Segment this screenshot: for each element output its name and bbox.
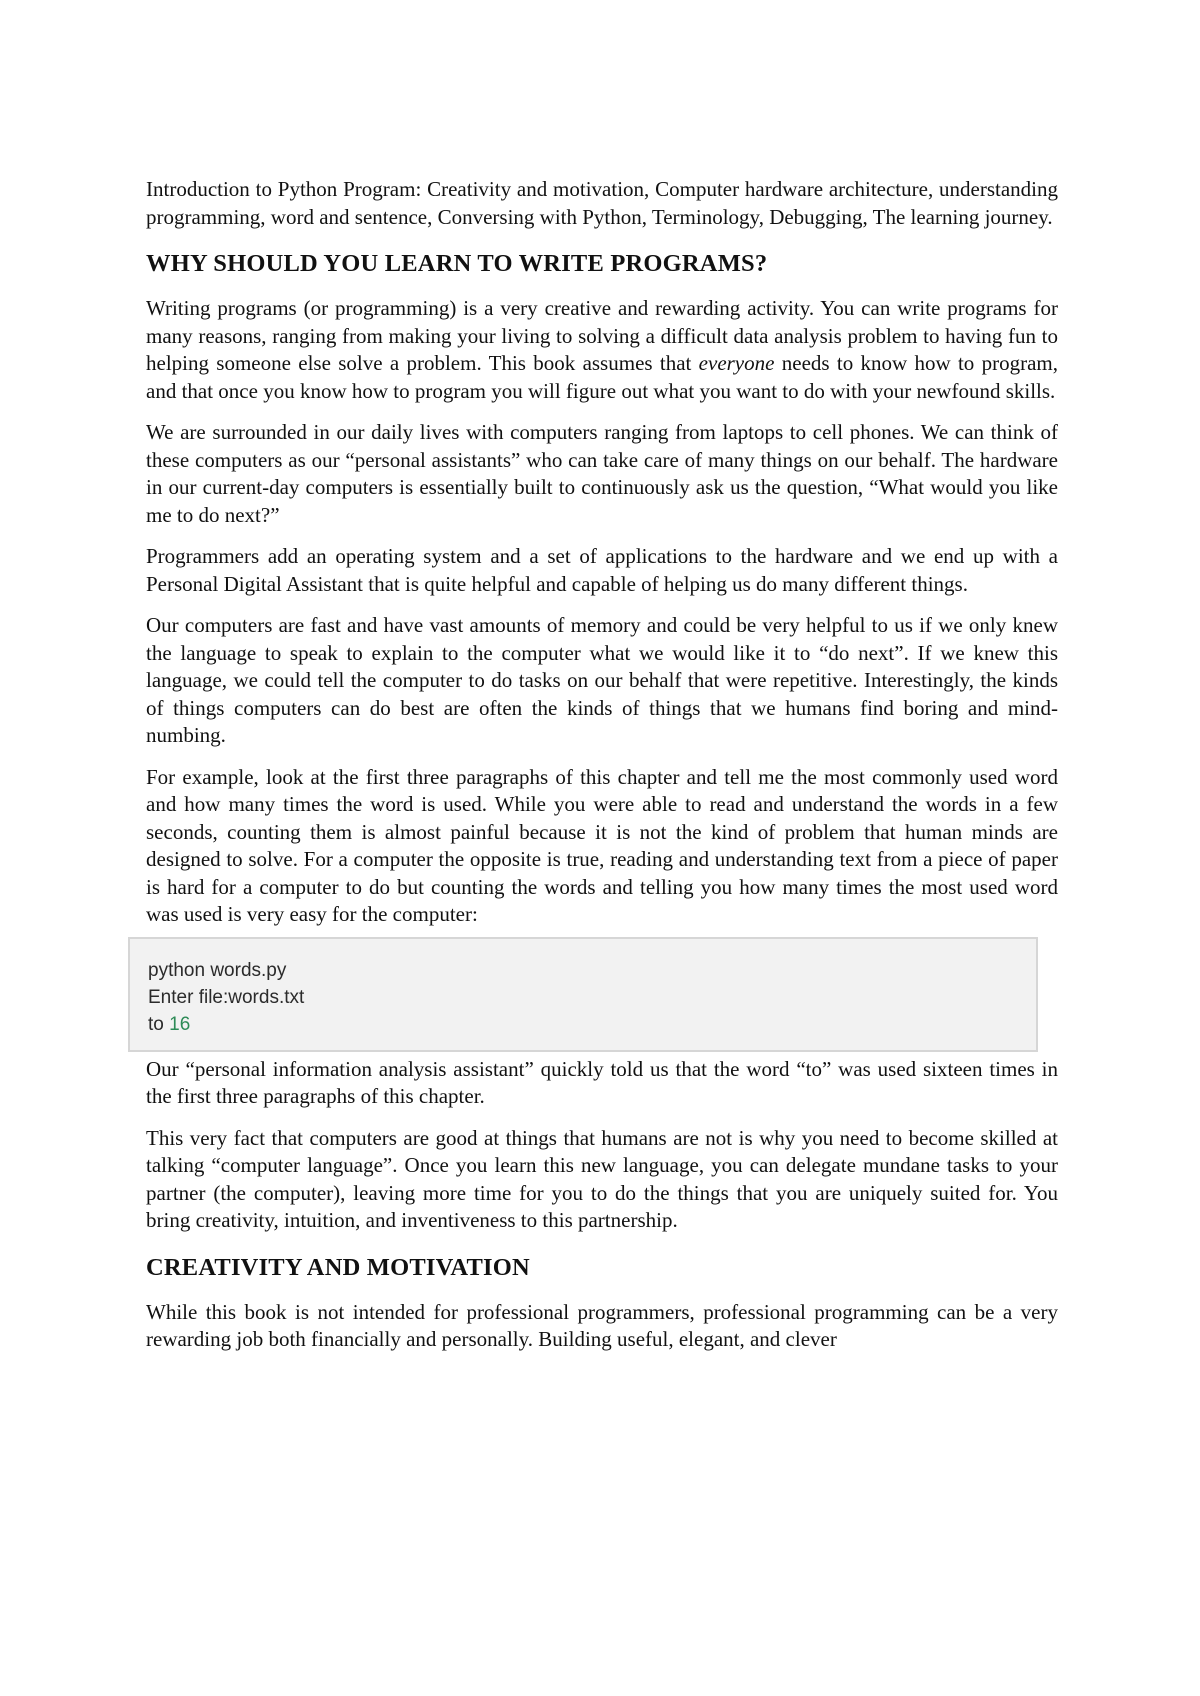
- paragraph-programmers: Programmers add an operating system and a set of applications to the hardware and we end up with a Personal Digital Assistant that is quite helpful and capable of helping us do many different things.: [146, 544, 1058, 596]
- paragraph-professional-programming: While this book is not intended for professional programmers, professional programming can be a very rewarding job both financially and personally. Building useful, elegant, and clever: [146, 1299, 1058, 1351]
- intro-paragraph: Introduction to Python Program: Creativity and motivation, Computer hardware architecture, understanding programming, word and sentence, Conversing with Python, Terminology, Debugging, The learning journey.: [146, 177, 1058, 229]
- paragraph-writing-programs: [146, 295, 1058, 405]
- paragraph-text: needs to know how to program, and that once you know how to program you will figure out what you want to do with your newfound skills.: [146, 351, 1058, 403]
- code-output-word: to: [148, 1013, 170, 1035]
- paragraph-computer-language: This very fact that computers are good at things that humans are not is why you need to become skilled at talking “computer language”. Once you learn this new language, you can delegate mundane tasks to your partner (the computer), leaving more time for you to do the things that you are uniquely suited for. You bring creativity, intuition, and inventiveness to this partnership.: [146, 1125, 1058, 1232]
- code-line-output: [148, 1011, 1018, 1038]
- paragraph-personal-assistants: We are surrounded in our daily lives with computers ranging from laptops to cell phones. We can think of these computers as our “personal assistants” who can take care of many things on our behalf. The hardware in our current-day computers is essentially built to continuously ask us the question, “What would you like me to do next?”: [146, 420, 1058, 527]
- paragraph-example: For example, look at the first three paragraphs of this chapter and tell me the most commonly used word and how many times the word is used. While you were able to read and understand the words in a few seconds, counting them is almost painful because it is not the kind of problem that human minds are designed to solve. For a computer the opposite is true, reading and understanding text from a piece of paper is hard for a computer to do but counting the words and telling you how many times the most used word was used is very easy for the computer:: [146, 764, 1058, 926]
- document-page: [146, 176, 1058, 1368]
- paragraph-text: Writing programs (or programming) is a very creative and rewarding activity. You can write programs for many reasons, ranging from making your living to solving a difficult data analysis problem to having fun to helping someone else solve a problem. This book assumes that: [146, 296, 1058, 375]
- paragraph-analysis-assistant: Our “personal information analysis assistant” quickly told us that the word “to” was used sixteen times in the first three paragraphs of this chapter.: [146, 1056, 1058, 1108]
- emphasis-everyone: everyone: [698, 351, 775, 375]
- section-heading-creativity: CREATIVITY AND MOTIVATION: [146, 1253, 530, 1281]
- section-heading-why-learn: WHY SHOULD YOU LEARN TO WRITE PROGRAMS?: [146, 250, 768, 277]
- paragraph-computers-fast: Our computers are fast and have vast amounts of memory and could be very helpful to us if we only knew the language to speak to explain to the computer what we would like it to “do next”. If we knew this language, we could tell the computer to do tasks on our behalf that were repetitive. Interestingly, the kinds of things computers can do best are often the kinds of things that we humans find boring and mind-numbing.: [146, 613, 1058, 747]
- code-line-input: Enter file:words.txt: [148, 986, 305, 1008]
- code-block: [128, 937, 1038, 1052]
- code-output-count: 16: [169, 1013, 191, 1035]
- code-line-command: python words.py: [148, 959, 287, 981]
